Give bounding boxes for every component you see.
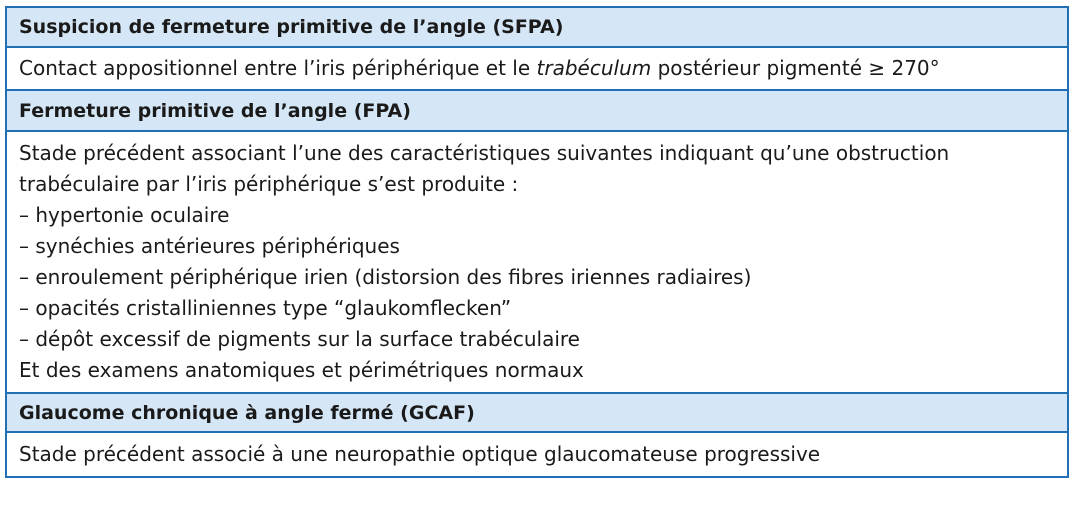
fpa-line: Et des examens anatomiques et périmétriques normaux <box>19 358 584 382</box>
classification-table <box>5 6 1069 478</box>
gcaf-definition: Stade précédent associé à une neuropathie optique glaucomateuse progressive <box>19 442 821 466</box>
section-title-sfpa: Suspicion de fermeture primitive de l’angle (SFPA) <box>19 16 564 38</box>
fpa-list-item: – enroulement périphérique irien (distorsion des fibres iriennes radiaires) <box>19 265 752 289</box>
fpa-list-item: – synéchies antérieures périphériques <box>19 234 400 258</box>
section-title-fpa: Fermeture primitive de l’angle (FPA) <box>19 99 411 122</box>
trabeculum-term: trabéculum <box>536 56 652 80</box>
section-body-gcaf <box>7 433 1067 476</box>
fpa-list-item: – hypertonie oculaire <box>19 203 230 227</box>
sfpa-definition: Contact appositionnel entre l’iris périphérique et le trabéculum postérieur pigmenté ≥ 270° <box>19 56 940 80</box>
fpa-line: Stade précédent associant l’une des caractéristiques suivantes indiquant qu’une obstruction <box>19 141 950 165</box>
section-body-sfpa <box>7 48 1067 91</box>
section-body-fpa <box>7 132 1067 394</box>
fpa-list-item: – opacités cristalliniennes type “glaukomflecken” <box>19 296 512 320</box>
section-title-gcaf: Glaucome chronique à angle fermé (GCAF) <box>19 401 475 424</box>
fpa-line: trabéculaire par l’iris périphérique s’est produite : <box>19 172 519 196</box>
section-header-gcaf <box>7 394 1067 433</box>
section-header-fpa <box>7 91 1067 132</box>
section-header-sfpa <box>7 8 1067 48</box>
fpa-list-item: – dépôt excessif de pigments sur la surface trabéculaire <box>19 327 580 351</box>
